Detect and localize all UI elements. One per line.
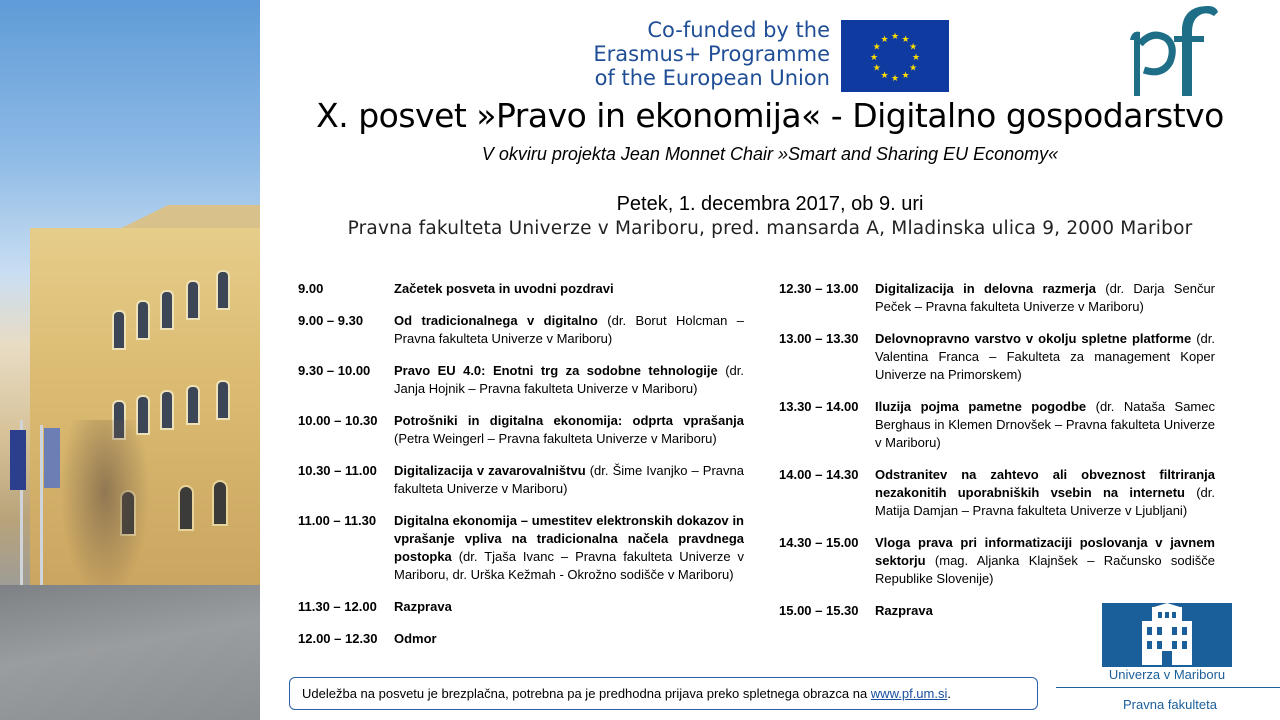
- program-description: [875, 280, 1215, 316]
- program-title: Digitalizacija in delovna razmerja: [875, 281, 1096, 296]
- street: [0, 585, 260, 720]
- program-speaker: (dr. Šime Ivanjko – Pravna fakulteta Univerze v Mariboru): [394, 463, 744, 496]
- svg-text:★: ★: [909, 42, 918, 53]
- erasmus-line: of the European Union: [594, 66, 830, 90]
- svg-text:★: ★: [869, 53, 879, 63]
- program-item: [779, 330, 1215, 384]
- program-title: Iluzija pojma pametne pogodbe: [875, 399, 1087, 414]
- window: [186, 385, 200, 425]
- flag: [10, 430, 26, 490]
- faculty-name: Pravna fakulteta: [1123, 697, 1217, 712]
- program-item: [779, 280, 1215, 316]
- program-time: 14.30 – 15.00: [779, 535, 859, 550]
- program-title: Vloga prava pri informatizaciji poslovanja v javnem sektorju: [875, 535, 1215, 568]
- program-speaker: (Petra Weingerl – Pravna fakulteta Univerze v Mariboru): [394, 431, 717, 446]
- window: [216, 270, 230, 310]
- program-description: [875, 466, 1215, 520]
- program-description: [394, 630, 744, 648]
- university-logo-icon: [1102, 603, 1232, 667]
- eu-flag-icon: [841, 20, 949, 92]
- window: [160, 290, 174, 330]
- registration-note-end: .: [947, 686, 951, 701]
- program-time: 9.00: [298, 281, 324, 296]
- window: [186, 280, 200, 320]
- registration-note-text: Udeležba na posvetu je brezplačna, potrebna pa je predhodna prijava preko spletnega obrazca na: [302, 686, 871, 701]
- program-speaker: (dr. Matija Damjan – Pravna fakulteta Univerze v Ljubljani): [875, 485, 1215, 518]
- program-speaker: (dr. Valentina Franca – Fakulteta za management Koper Univerze na Primorskem): [875, 331, 1215, 382]
- program-title: Odmor: [394, 631, 437, 646]
- page-title: X. posvet »Pravo in ekonomija« - Digitalno gospodarstvo: [316, 96, 1224, 135]
- program-title: Pravo EU 4.0: Enotni trg za sodobne tehnologije: [394, 363, 718, 378]
- svg-text:★: ★: [890, 32, 900, 42]
- program-description: [394, 280, 744, 298]
- svg-text:★: ★: [909, 63, 918, 74]
- program-title: Začetek posveta in uvodni pozdravi: [394, 281, 614, 296]
- program-item: [298, 462, 744, 498]
- program-time: 15.00 – 15.30: [779, 603, 859, 618]
- svg-text:★: ★: [872, 42, 881, 53]
- program-time: 12.00 – 12.30: [298, 631, 378, 646]
- program-title: Digitalna ekonomija – umestitev elektronskih dokazov in vprašanje vpliva na tradicionalna načela pravdnega postopka: [394, 513, 744, 564]
- program-title: Razprava: [875, 603, 933, 618]
- svg-text:★: ★: [901, 34, 910, 45]
- event-venue: Pravna fakulteta Univerze v Mariboru, pred. mansarda A, Mladinska ulica 9, 2000 Maribor: [347, 218, 1193, 239]
- program-time: 9.30 – 10.00: [298, 363, 371, 378]
- building-photo: [0, 0, 260, 720]
- program-description: [394, 362, 744, 398]
- svg-text:★: ★: [911, 53, 921, 63]
- window: [160, 390, 174, 430]
- window: [112, 310, 126, 350]
- registration-link[interactable]: www.pf.um.si: [870, 686, 948, 701]
- window: [178, 485, 194, 531]
- program-item: [298, 362, 744, 398]
- program-title: Potrošniki in digitalna ekonomija: odprta vprašanja: [394, 413, 744, 428]
- program-speaker: (dr. Borut Holcman – Pravna fakulteta Univerze v Mariboru): [394, 313, 745, 346]
- program-item: [298, 512, 744, 584]
- svg-text:★: ★: [880, 34, 889, 45]
- program-time: 11.00 – 11.30: [298, 513, 377, 528]
- program-time: 13.30 – 14.00: [779, 399, 859, 414]
- svg-text:★: ★: [872, 63, 881, 74]
- divider: [1056, 687, 1280, 688]
- program-time: 10.00 – 10.30: [298, 413, 378, 428]
- program-column-left: [298, 280, 744, 662]
- erasmus-line: Co-funded by the: [647, 18, 830, 42]
- program-time: 10.30 – 11.00: [298, 463, 377, 478]
- program-time: 14.00 – 14.30: [779, 467, 859, 482]
- erasmus-cofunding-text: [590, 18, 830, 90]
- tree: [60, 420, 150, 600]
- pf-logo-icon: [1118, 0, 1222, 100]
- program-time: 12.30 – 13.00: [779, 281, 859, 296]
- window: [136, 300, 150, 340]
- program-time: 13.00 – 13.30: [779, 331, 859, 346]
- program-item: [298, 412, 744, 448]
- program-description: [394, 312, 744, 348]
- program-column-right: [779, 280, 1215, 634]
- window: [216, 380, 230, 420]
- svg-text:★: ★: [890, 74, 900, 84]
- program-speaker: (dr. Darja Senčur Peček – Pravna fakulteta Univerze v Mariboru): [875, 281, 1215, 314]
- program-speaker: (dr. Tjaša Ivanc – Pravna fakulteta Univerze v Mariboru, dr. Urška Kežmah - Okrožno sodišče v Mariboru): [394, 549, 744, 582]
- program-title: Delovnopravno varstvo v okolju spletne platforme: [875, 331, 1192, 346]
- erasmus-line: Erasmus+ Programme: [593, 42, 830, 66]
- program-description: [394, 412, 744, 448]
- flag-pole: [40, 425, 43, 590]
- program-description: [394, 462, 744, 498]
- program-description: [875, 398, 1215, 452]
- program-item: [779, 466, 1215, 520]
- program-speaker: (mag. Aljanka Klajnšek – Računsko sodišče Republike Slovenije): [875, 553, 1215, 586]
- program-item: [779, 398, 1215, 452]
- window: [212, 480, 228, 526]
- program-item: [779, 534, 1215, 588]
- program-title: Od tradicionalnega v digitalno: [394, 313, 598, 328]
- flag: [44, 428, 60, 488]
- program-item: [298, 280, 744, 298]
- program-speaker: (dr. Janja Hojnik – Pravna fakulteta Univerze v Mariboru): [394, 363, 744, 396]
- university-name: Univerza v Mariboru: [1108, 667, 1226, 682]
- program-title: Odstranitev na zahtevo ali obveznost filtriranja nezakonitih uporabniških vsebin na internetu: [875, 467, 1215, 500]
- program-description: [875, 330, 1215, 384]
- program-time: 11.30 – 12.00: [298, 599, 377, 614]
- program-description: [394, 598, 744, 616]
- subtitle: V okviru projekta Jean Monnet Chair »Smart and Sharing EU Economy«: [481, 144, 1059, 164]
- program-description: [394, 512, 744, 584]
- event-date: Petek, 1. decembra 2017, ob 9. uri: [616, 193, 924, 215]
- program-item: [298, 630, 744, 648]
- registration-note: [289, 677, 1038, 710]
- svg-text:★: ★: [901, 71, 910, 82]
- program-time: 9.00 – 9.30: [298, 313, 364, 328]
- program-speaker: (dr. Nataša Samec Berghaus in Klemen Drnovšek – Pravna fakulteta Univerze v Mariboru): [875, 399, 1215, 450]
- svg-text:★: ★: [880, 71, 889, 82]
- program-item: [298, 312, 744, 348]
- program-title: Digitalizacija v zavarovalništvu: [394, 463, 586, 478]
- program-title: Razprava: [394, 599, 452, 614]
- program-description: [875, 534, 1215, 588]
- program-item: [298, 598, 744, 616]
